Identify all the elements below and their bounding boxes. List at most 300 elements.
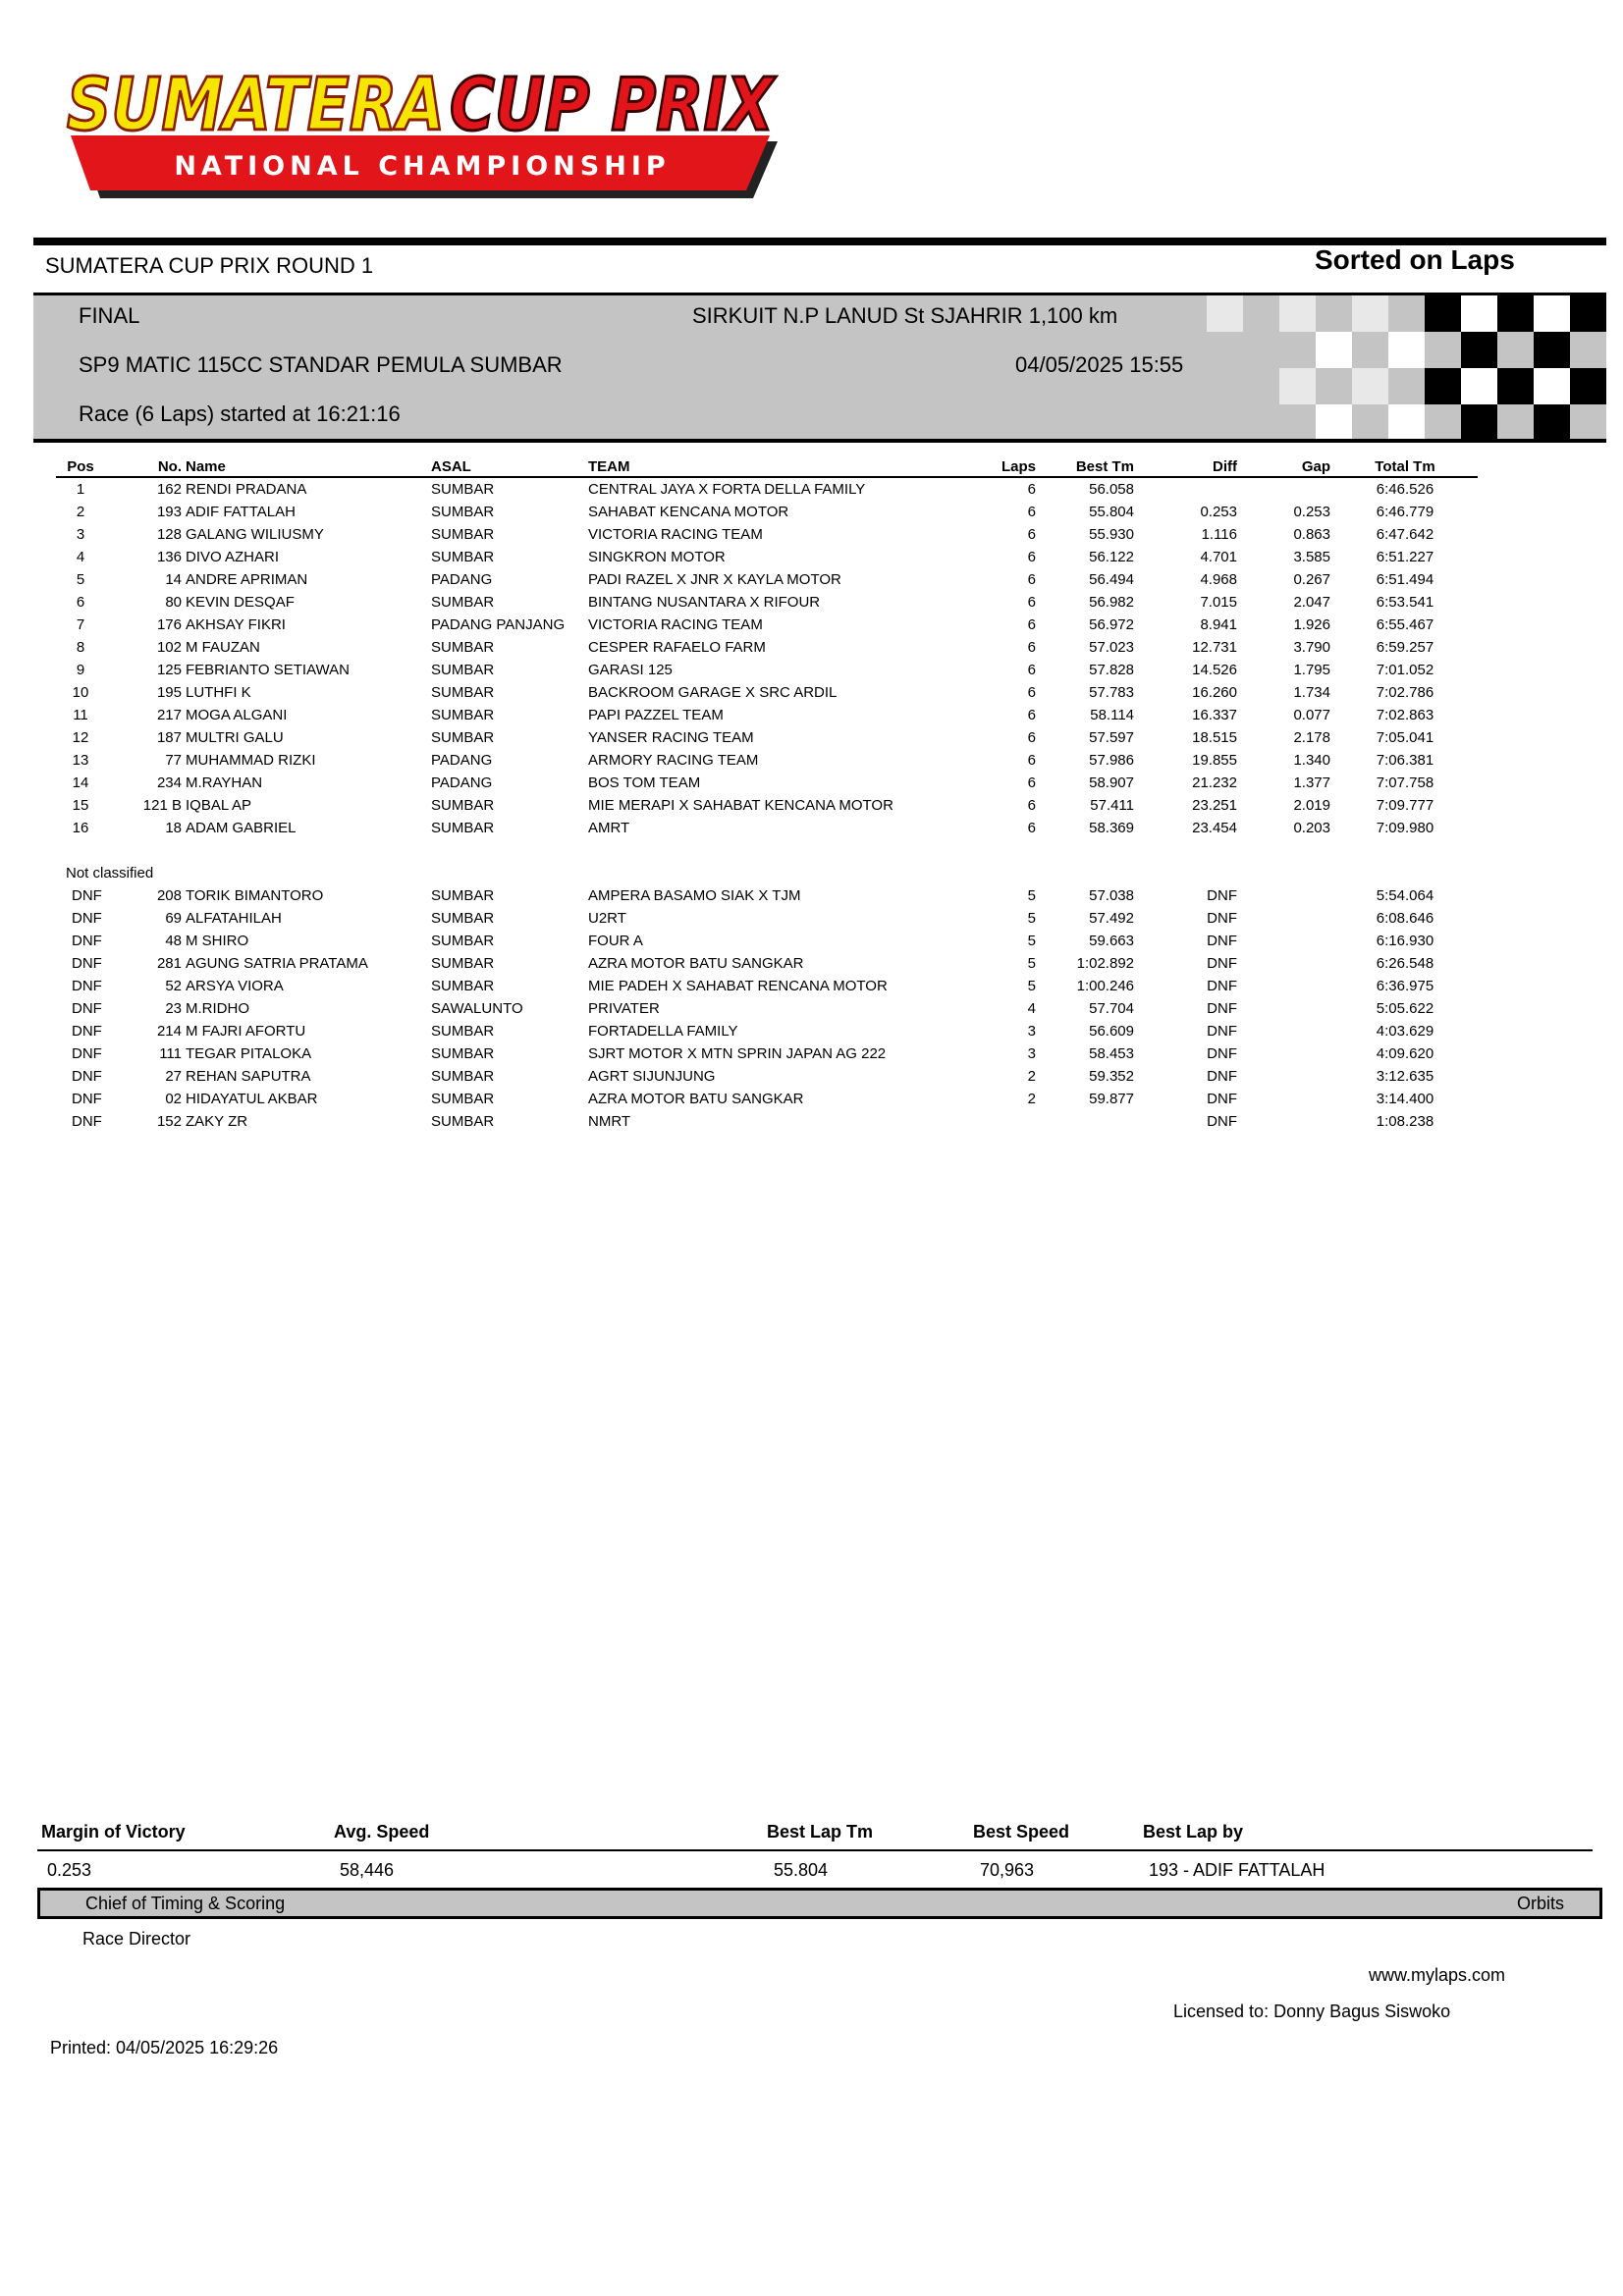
cell-diff: DNF <box>1207 887 1237 904</box>
cell-pos: 16 <box>72 820 89 836</box>
cell-name: GALANG WILIUSMY <box>186 526 324 543</box>
band-bottom-rule <box>33 439 1606 443</box>
cell-no: 195 <box>156 684 182 701</box>
cell-team: SAHABAT KENCANA MOTOR <box>588 504 789 520</box>
cell-best-tm: 58.907 <box>1089 774 1134 791</box>
cell-asal: SUMBAR <box>431 662 495 678</box>
checker-square <box>1570 332 1606 368</box>
checkered-flag-graphic <box>1214 295 1606 441</box>
cell-no: 77 <box>165 752 182 769</box>
cell-total-tm: 6:53.541 <box>1376 594 1434 611</box>
cell-gap <box>1239 1110 1332 1133</box>
cell-gap <box>1239 975 1332 997</box>
cell-asal: SUMBAR <box>431 549 495 565</box>
checker-square <box>1461 368 1497 404</box>
col-header-total-tm: Total Tm <box>1332 456 1478 477</box>
cell-pos: 12 <box>72 729 89 746</box>
cell-no: 234 <box>156 774 182 791</box>
cell-team: PADI RAZEL X JNR X KAYLA MOTOR <box>588 571 841 588</box>
cell-total-tm: 6:08.646 <box>1376 910 1434 927</box>
cell-laps: 6 <box>1027 662 1036 678</box>
cell-laps: 3 <box>1027 1023 1036 1040</box>
cell-total-tm: 3:14.400 <box>1376 1091 1434 1107</box>
cell-diff: DNF <box>1207 1000 1237 1017</box>
cell-pos: DNF <box>72 1068 102 1085</box>
results-table <box>56 456 1478 1133</box>
cell-name: M SHIRO <box>186 933 249 949</box>
cell-team: BACKROOM GARAGE X SRC ARDIL <box>588 684 838 701</box>
result-row <box>56 614 1478 636</box>
session-date: 04/05/2025 15:55 <box>1015 352 1184 377</box>
checker-square <box>1352 368 1388 404</box>
cell-laps: 5 <box>1027 887 1036 904</box>
cell-asal: SUMBAR <box>431 1045 495 1062</box>
cell-total-tm: 7:09.777 <box>1376 797 1434 814</box>
checker-square <box>1279 404 1316 441</box>
cell-pos: DNF <box>72 1023 102 1040</box>
cell-pos: 8 <box>76 639 85 656</box>
result-row <box>56 726 1478 749</box>
cell-gap <box>1239 1020 1332 1042</box>
cell-diff: 14.526 <box>1192 662 1237 678</box>
result-row <box>56 681 1478 704</box>
cell-no: 102 <box>156 639 182 656</box>
cell-name: KEVIN DESQAF <box>186 594 295 611</box>
cell-asal: SUMBAR <box>431 910 495 927</box>
cell-laps: 6 <box>1027 481 1036 498</box>
session-info-band <box>33 295 1606 441</box>
result-row <box>56 636 1478 659</box>
checker-square <box>1316 332 1352 368</box>
cell-asal: SUMBAR <box>431 729 495 746</box>
col-header-asal: ASAL <box>429 456 586 477</box>
sumatera-cup-prix-logo <box>61 51 787 208</box>
cell-total-tm: 4:09.620 <box>1376 1045 1434 1062</box>
cell-pos: 2 <box>76 504 85 520</box>
cell-total-tm: 4:03.629 <box>1376 1023 1434 1040</box>
cell-pos: 11 <box>73 707 88 723</box>
cell-no: 136 <box>156 549 182 565</box>
dnf-result-row <box>56 884 1478 907</box>
cell-diff: DNF <box>1207 910 1237 927</box>
cell-laps: 6 <box>1027 684 1036 701</box>
checker-square <box>1461 295 1497 332</box>
cell-team: ARMORY RACING TEAM <box>588 752 759 769</box>
cell-best-tm: 59.877 <box>1089 1091 1134 1107</box>
cell-diff: 19.855 <box>1192 752 1237 769</box>
cell-best-tm: 57.986 <box>1089 752 1134 769</box>
cell-diff: 21.232 <box>1192 774 1237 791</box>
cell-asal: SUMBAR <box>431 684 495 701</box>
session-name: FINAL <box>79 303 140 328</box>
checker-square <box>1388 295 1425 332</box>
cell-laps: 3 <box>1027 1045 1036 1062</box>
checker-square <box>1461 332 1497 368</box>
cell-team: AGRT SIJUNJUNG <box>588 1068 716 1085</box>
cell-name: FEBRIANTO SETIAWAN <box>186 662 350 678</box>
cell-diff: 1.116 <box>1201 526 1237 543</box>
cell-no: 02 <box>165 1091 182 1107</box>
result-row <box>56 591 1478 614</box>
cell-laps: 6 <box>1027 549 1036 565</box>
checker-square <box>1352 295 1388 332</box>
best-lap-by-label: Best Lap by <box>1143 1822 1244 1842</box>
checker-square <box>1279 368 1316 404</box>
cell-diff <box>1136 477 1239 501</box>
cell-team: PRIVATER <box>588 1000 660 1017</box>
cell-name: HIDAYATUL AKBAR <box>186 1091 318 1107</box>
website-link[interactable]: www.mylaps.com <box>1369 1965 1506 1985</box>
checker-square <box>1316 404 1352 441</box>
cell-no: 217 <box>156 707 182 723</box>
cell-no: 187 <box>156 729 182 746</box>
cell-no: 23 <box>165 1000 182 1017</box>
result-row <box>56 568 1478 591</box>
cell-no: 281 <box>156 955 182 972</box>
checker-square <box>1279 295 1316 332</box>
cell-total-tm: 3:12.635 <box>1376 1068 1434 1085</box>
cell-total-tm: 6:47.642 <box>1376 526 1434 543</box>
cell-no: 214 <box>156 1023 182 1040</box>
cell-gap: 3.790 <box>1293 639 1330 656</box>
cell-name: M.RIDHO <box>186 1000 249 1017</box>
cell-laps: 6 <box>1027 707 1036 723</box>
cell-gap: 1.377 <box>1293 774 1330 791</box>
cell-best-tm <box>1038 1110 1136 1133</box>
cell-diff: 12.731 <box>1192 639 1237 656</box>
result-row <box>56 477 1478 501</box>
cell-asal: SUMBAR <box>431 1023 495 1040</box>
cell-best-tm: 1:02.892 <box>1076 955 1134 972</box>
cell-no: 152 <box>156 1113 182 1130</box>
cell-team: AMPERA BASAMO SIAK X TJM <box>588 887 801 904</box>
cell-pos: DNF <box>72 910 102 927</box>
dnf-result-row <box>56 975 1478 997</box>
cell-team: NMRT <box>588 1113 631 1130</box>
cell-name: LUTHFI K <box>186 684 251 701</box>
cell-no: 48 <box>165 933 182 949</box>
checker-square <box>1388 404 1425 441</box>
cell-asal: SAWALUNTO <box>431 1000 523 1017</box>
cell-pos: 4 <box>76 549 85 565</box>
cell-best-tm: 56.122 <box>1089 549 1134 565</box>
cell-team: AZRA MOTOR BATU SANGKAR <box>588 955 804 972</box>
cell-team: GARASI 125 <box>588 662 673 678</box>
cell-team: AZRA MOTOR BATU SANGKAR <box>588 1091 804 1107</box>
cell-no: 69 <box>165 910 182 927</box>
cell-no: 128 <box>156 526 182 543</box>
result-row <box>56 794 1478 817</box>
checker-square <box>1461 404 1497 441</box>
cell-diff: 16.260 <box>1192 684 1237 701</box>
best-speed-value: 70,963 <box>980 1860 1035 1880</box>
cell-asal: PADANG <box>431 752 493 769</box>
cell-asal: SUMBAR <box>431 594 495 611</box>
cell-name: ZAKY ZR <box>186 1113 248 1130</box>
cell-pos: DNF <box>72 887 102 904</box>
cell-laps: 6 <box>1027 752 1036 769</box>
cell-total-tm: 1:08.238 <box>1376 1113 1434 1130</box>
cell-diff: 23.454 <box>1192 820 1237 836</box>
cell-gap <box>1239 997 1332 1020</box>
cell-diff: 23.251 <box>1192 797 1237 814</box>
cell-gap <box>1239 1088 1332 1110</box>
cell-gap: 0.253 <box>1293 504 1330 520</box>
cell-gap <box>1239 1065 1332 1088</box>
logo-text-cup-prix: CUP PRIX <box>450 63 778 147</box>
cell-best-tm: 58.369 <box>1089 820 1134 836</box>
logo-text-national-championship: NATIONAL CHAMPIONSHIP <box>174 151 671 182</box>
sort-label: Sorted on Laps <box>1315 244 1515 275</box>
best-lap-tm-value: 55.804 <box>774 1860 829 1880</box>
cell-asal: SUMBAR <box>431 1113 495 1130</box>
checker-square <box>1425 368 1461 404</box>
cell-total-tm: 7:05.041 <box>1376 729 1434 746</box>
cell-team: MIE MERAPI X SAHABAT KENCANA MOTOR <box>588 797 893 814</box>
cell-best-tm: 58.114 <box>1090 707 1134 723</box>
cell-name: AKHSAY FIKRI <box>186 616 286 633</box>
cell-team: SINGKRON MOTOR <box>588 549 726 565</box>
cell-diff: 16.337 <box>1192 707 1237 723</box>
cell-team: MIE PADEH X SAHABAT RENCANA MOTOR <box>588 978 888 994</box>
cell-gap: 1.926 <box>1293 616 1330 633</box>
cell-team: VICTORIA RACING TEAM <box>588 616 763 633</box>
cell-asal: PADANG <box>431 571 493 588</box>
cell-gap <box>1239 907 1332 930</box>
cell-name: TEGAR PITALOKA <box>186 1045 312 1062</box>
cell-best-tm: 57.411 <box>1090 797 1134 814</box>
cell-asal: PADANG <box>431 774 493 791</box>
cell-total-tm: 6:55.467 <box>1376 616 1434 633</box>
dnf-result-row <box>56 930 1478 952</box>
col-header-diff: Diff <box>1136 456 1239 477</box>
logo-text-sumatera: SUMATERA <box>67 63 445 147</box>
cell-name: DIVO AZHARI <box>186 549 280 565</box>
cell-diff: DNF <box>1207 955 1237 972</box>
cell-best-tm: 59.352 <box>1089 1068 1134 1085</box>
cell-no: 18 <box>165 820 182 836</box>
cell-pos: 7 <box>76 616 85 633</box>
summary-rule <box>37 1849 1593 1851</box>
cell-diff: DNF <box>1207 1045 1237 1062</box>
cell-pos: 5 <box>76 571 85 588</box>
col-header-laps: Laps <box>959 456 1038 477</box>
cell-laps: 5 <box>1027 978 1036 994</box>
cell-pos: DNF <box>72 1045 102 1062</box>
cell-total-tm: 7:07.758 <box>1376 774 1434 791</box>
cell-asal: SUMBAR <box>431 504 495 520</box>
cell-asal: SUMBAR <box>431 707 495 723</box>
cell-asal: SUMBAR <box>431 978 495 994</box>
result-row <box>56 546 1478 568</box>
result-row <box>56 749 1478 772</box>
checker-square <box>1352 332 1388 368</box>
cell-no: 111 <box>159 1045 182 1062</box>
result-row <box>56 772 1478 794</box>
cell-gap <box>1239 477 1332 501</box>
cell-gap: 0.203 <box>1293 820 1330 836</box>
cell-no: 52 <box>165 978 182 994</box>
checker-square <box>1388 368 1425 404</box>
cell-pos: 10 <box>72 684 89 701</box>
cell-best-tm: 57.704 <box>1089 1000 1134 1017</box>
cell-team: YANSER RACING TEAM <box>588 729 754 746</box>
cell-team: VICTORIA RACING TEAM <box>588 526 763 543</box>
cell-team: FORTADELLA FAMILY <box>588 1023 738 1040</box>
checker-square <box>1352 404 1388 441</box>
dnf-result-row <box>56 1088 1478 1110</box>
cell-best-tm: 55.804 <box>1089 504 1134 520</box>
dnf-result-row <box>56 997 1478 1020</box>
not-classified-heading-row <box>56 862 1478 884</box>
cell-best-tm: 57.492 <box>1089 910 1134 927</box>
cell-gap: 0.077 <box>1293 707 1330 723</box>
cell-diff: 8.941 <box>1200 616 1237 633</box>
cell-no: 176 <box>156 616 182 633</box>
cell-best-tm: 56.609 <box>1089 1023 1134 1040</box>
checker-square <box>1497 332 1534 368</box>
dnf-result-row <box>56 1065 1478 1088</box>
cell-pos: 13 <box>72 752 89 769</box>
cell-name: MUHAMMAD RIZKI <box>186 752 316 769</box>
cell-pos: DNF <box>72 1091 102 1107</box>
cell-best-tm: 56.972 <box>1089 616 1134 633</box>
cell-diff: 4.701 <box>1200 549 1237 565</box>
cell-team: FOUR A <box>588 933 643 949</box>
cell-gap: 0.863 <box>1293 526 1330 543</box>
section-spacer <box>56 839 1478 862</box>
cell-diff: 7.015 <box>1200 594 1237 611</box>
dnf-result-row <box>56 1110 1478 1133</box>
cell-laps: 2 <box>1027 1068 1036 1085</box>
avg-speed-value: 58,446 <box>340 1860 395 1880</box>
cell-diff: DNF <box>1207 1023 1237 1040</box>
cell-no: 125 <box>156 662 182 678</box>
checker-square <box>1207 295 1243 332</box>
checker-square <box>1570 404 1606 441</box>
cell-team: BOS TOM TEAM <box>588 774 701 791</box>
cell-total-tm: 7:01.052 <box>1376 662 1434 678</box>
result-row <box>56 704 1478 726</box>
cell-pos: 14 <box>72 774 89 791</box>
cell-total-tm: 7:06.381 <box>1376 752 1434 769</box>
checker-square <box>1497 295 1534 332</box>
cell-best-tm: 56.494 <box>1089 571 1134 588</box>
orbits-label: Orbits <box>1516 1894 1564 1913</box>
table-header-row <box>56 456 1478 477</box>
cell-laps: 6 <box>1027 504 1036 520</box>
checker-square <box>1425 404 1461 441</box>
cell-pos: 1 <box>76 481 85 498</box>
cell-name: AGUNG SATRIA PRATAMA <box>186 955 368 972</box>
cell-pos: DNF <box>72 1000 102 1017</box>
checker-square <box>1425 295 1461 332</box>
cell-name: M FAJRI AFORTU <box>186 1023 306 1040</box>
cell-gap: 1.340 <box>1293 752 1330 769</box>
cell-total-tm: 5:54.064 <box>1376 887 1434 904</box>
cell-gap <box>1239 952 1332 975</box>
cell-best-tm: 57.023 <box>1089 639 1134 656</box>
dnf-result-row <box>56 1020 1478 1042</box>
cell-laps: 5 <box>1027 955 1036 972</box>
cell-total-tm: 6:26.548 <box>1376 955 1434 972</box>
margin-of-victory-value: 0.253 <box>47 1860 92 1880</box>
checker-square <box>1425 332 1461 368</box>
cell-gap: 0.267 <box>1293 571 1330 588</box>
checker-square <box>1497 404 1534 441</box>
cell-gap: 1.795 <box>1293 662 1330 678</box>
cell-laps: 6 <box>1027 571 1036 588</box>
best-lap-by-value: 193 - ADIF FATTALAH <box>1149 1860 1325 1880</box>
license-info: Licensed to: Donny Bagus Siswoko <box>1173 2002 1451 2021</box>
cell-name: TORIK BIMANTORO <box>186 887 324 904</box>
cell-gap <box>1239 884 1332 907</box>
cell-diff: DNF <box>1207 1091 1237 1107</box>
result-row <box>56 501 1478 523</box>
cell-total-tm: 7:02.786 <box>1376 684 1434 701</box>
cell-gap: 1.734 <box>1293 684 1330 701</box>
checker-square <box>1243 368 1279 404</box>
cell-gap: 2.047 <box>1293 594 1330 611</box>
result-row <box>56 523 1478 546</box>
cell-name: REHAN SAPUTRA <box>186 1068 311 1085</box>
cell-best-tm: 1:00.246 <box>1076 978 1134 994</box>
cell-pos: 15 <box>72 797 89 814</box>
cell-total-tm: 7:09.980 <box>1376 820 1434 836</box>
cell-laps: 6 <box>1027 616 1036 633</box>
cell-gap: 3.585 <box>1293 549 1330 565</box>
cell-no: 80 <box>165 594 182 611</box>
cell-name: ADIF FATTALAH <box>186 504 296 520</box>
timing-scoring-bar <box>37 1888 1602 1919</box>
cell-best-tm: 59.663 <box>1089 933 1134 949</box>
cell-name: RENDI PRADANA <box>186 481 307 498</box>
cell-name: ADAM GABRIEL <box>186 820 297 836</box>
checker-square <box>1534 332 1570 368</box>
cell-laps: 6 <box>1027 729 1036 746</box>
cell-laps: 5 <box>1027 910 1036 927</box>
cell-asal: SUMBAR <box>431 887 495 904</box>
cell-total-tm: 5:05.622 <box>1376 1000 1434 1017</box>
dnf-result-row <box>56 907 1478 930</box>
cell-asal: SUMBAR <box>431 481 495 498</box>
cell-asal: PADANG PANJANG <box>431 616 566 633</box>
result-row <box>56 659 1478 681</box>
col-header-team: TEAM <box>586 456 959 477</box>
cell-gap: 2.019 <box>1293 797 1330 814</box>
cell-team: BINTANG NUSANTARA X RIFOUR <box>588 594 821 611</box>
cell-asal: SUMBAR <box>431 933 495 949</box>
cell-total-tm: 7:02.863 <box>1376 707 1434 723</box>
cell-laps: 5 <box>1027 933 1036 949</box>
cell-name: M.RAYHAN <box>186 774 263 791</box>
avg-speed-label: Avg. Speed <box>334 1822 430 1842</box>
checker-square <box>1207 404 1243 441</box>
cell-gap <box>1239 930 1332 952</box>
cell-diff: DNF <box>1207 1068 1237 1085</box>
race-start-info: Race (6 Laps) started at 16:21:16 <box>79 401 401 426</box>
cell-pos: 9 <box>76 662 85 678</box>
cell-no: 208 <box>156 887 182 904</box>
cell-laps: 6 <box>1027 797 1036 814</box>
checker-square <box>1316 295 1352 332</box>
cell-diff: 4.968 <box>1200 571 1237 588</box>
cell-total-tm: 6:59.257 <box>1376 639 1434 656</box>
cell-total-tm: 6:46.779 <box>1376 504 1434 520</box>
cell-laps: 6 <box>1027 639 1036 656</box>
col-header-no: No. <box>105 456 184 477</box>
cell-diff: DNF <box>1207 1113 1237 1130</box>
